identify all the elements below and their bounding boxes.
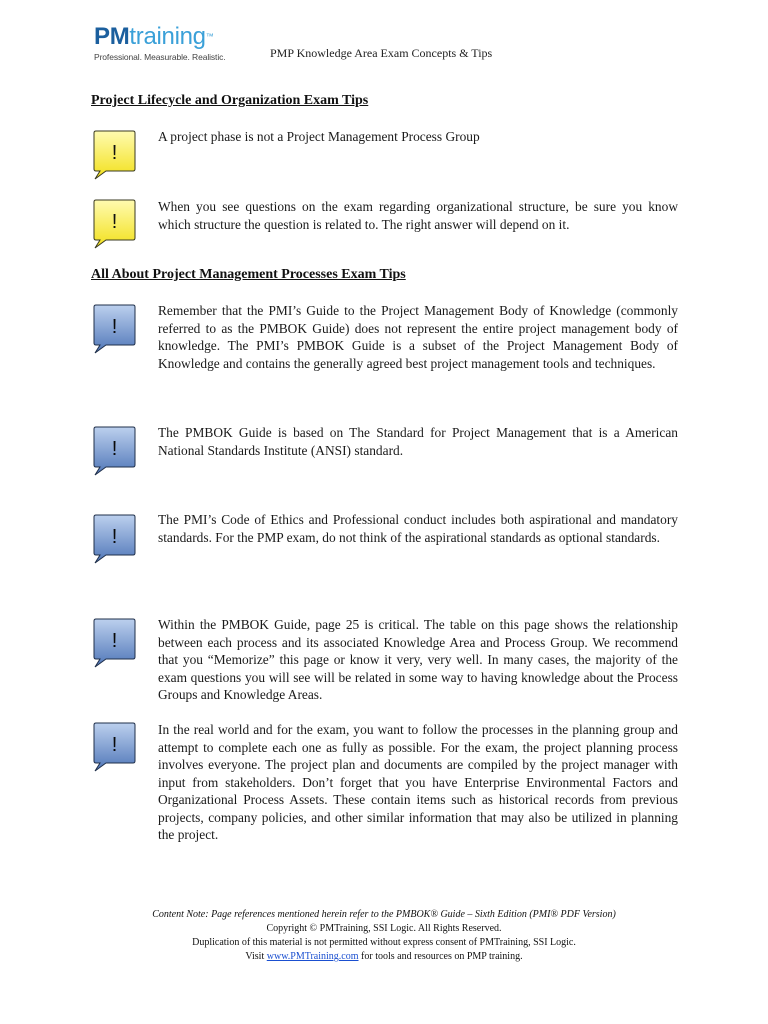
tip-text: When you see questions on the exam regarding organizational structure, be sure you know which structure the question is related to. The right answer will depend on it. [158, 199, 678, 232]
footer-duplication: Duplication of this material is not permitted without express consent of PMTraining, SSI Logic. [192, 937, 576, 948]
exclamation-speech-bubble-yellow-icon [92, 128, 138, 180]
exclamation-speech-bubble-yellow-icon [92, 197, 138, 249]
tip-text: Within the PMBOK Guide, page 25 is critical. The table on this page shows the relationship between each process and its associated Knowledge Area and Process Group. We recommend that you “Memorize” this page or know it very, very well. In many cases, the majority of the exam questions you will see will be related in some way to having knowledge about the Process Groups and Knowledge Areas. [158, 617, 678, 702]
tip-text: A project phase is not a Project Management Process Group [158, 129, 480, 144]
tip-text: The PMBOK Guide is based on The Standard for Project Management that is a American National Standards Institute (ANSI) standard. [158, 425, 678, 458]
tip-text: Remember that the PMI’s Guide to the Project Management Body of Knowledge (commonly referred to as the PMBOK Guide) does not represent the entire project management body of knowledge. The PMI’s PMBOK Guide is a subset of the Project Management Body of Knowledge and contains the generally agreed best project management tools and techniques. [158, 303, 678, 371]
exclamation-speech-bubble-blue-icon [92, 424, 138, 476]
exclamation-speech-bubble-blue-icon [92, 720, 138, 772]
section-title-processes: All About Project Management Processes Exam Tips [91, 267, 406, 282]
page-footer [0, 908, 768, 964]
exclamation-speech-bubble-blue-icon [92, 512, 138, 564]
footer-visit: Visit www.PMTraining.com for tools and resources on PMP training. [245, 951, 523, 962]
section-title-lifecycle: Project Lifecycle and Organization Exam Tips [91, 93, 369, 108]
svg-text:!: ! [111, 316, 118, 338]
svg-text:!: ! [111, 142, 118, 164]
footer-copyright: Copyright © PMTraining, SSI Logic. All Rights Reserved. [266, 923, 502, 934]
svg-text:!: ! [111, 630, 118, 652]
svg-text:!: ! [111, 526, 118, 548]
exclamation-speech-bubble-blue-icon [92, 616, 138, 668]
pmtraining-website-link[interactable]: www.PMTraining.com [266, 951, 359, 962]
logo-wordmark: PMtraining™ [94, 23, 214, 50]
svg-text:!: ! [111, 211, 118, 233]
exclamation-speech-bubble-blue-icon [92, 302, 138, 354]
footer-content-note: Content Note: Page references mentioned herein refer to the PMBOK® Guide – Sixth Edition (PMI® PDF Version) [152, 909, 616, 920]
tip-text: In the real world and for the exam, you want to follow the processes in the planning group and attempt to complete each one as fully as possible. For the exam, the project planning process involves everyone. The project plan and documents are compiled by the project manager with input from stakeholders. Don’t forget that you have Enterprise Environmental Factors and Organizational Process Assets. These contain items such as historical records from previous projects, company policies, and other similar information that may also be utilized in planning the project. [158, 722, 678, 842]
page-header-title: PMP Knowledge Area Exam Concepts & Tips [270, 46, 493, 60]
logo-tagline: Professional. Measurable. Realistic. [94, 52, 226, 62]
pmtraining-logo [94, 24, 234, 62]
tip-text: The PMI’s Code of Ethics and Professional conduct includes both aspirational and mandatory standards. For the PMP exam, do not think of the aspirational standards as optional standards. [158, 512, 678, 545]
svg-text:!: ! [111, 734, 118, 756]
svg-text:!: ! [111, 438, 118, 460]
